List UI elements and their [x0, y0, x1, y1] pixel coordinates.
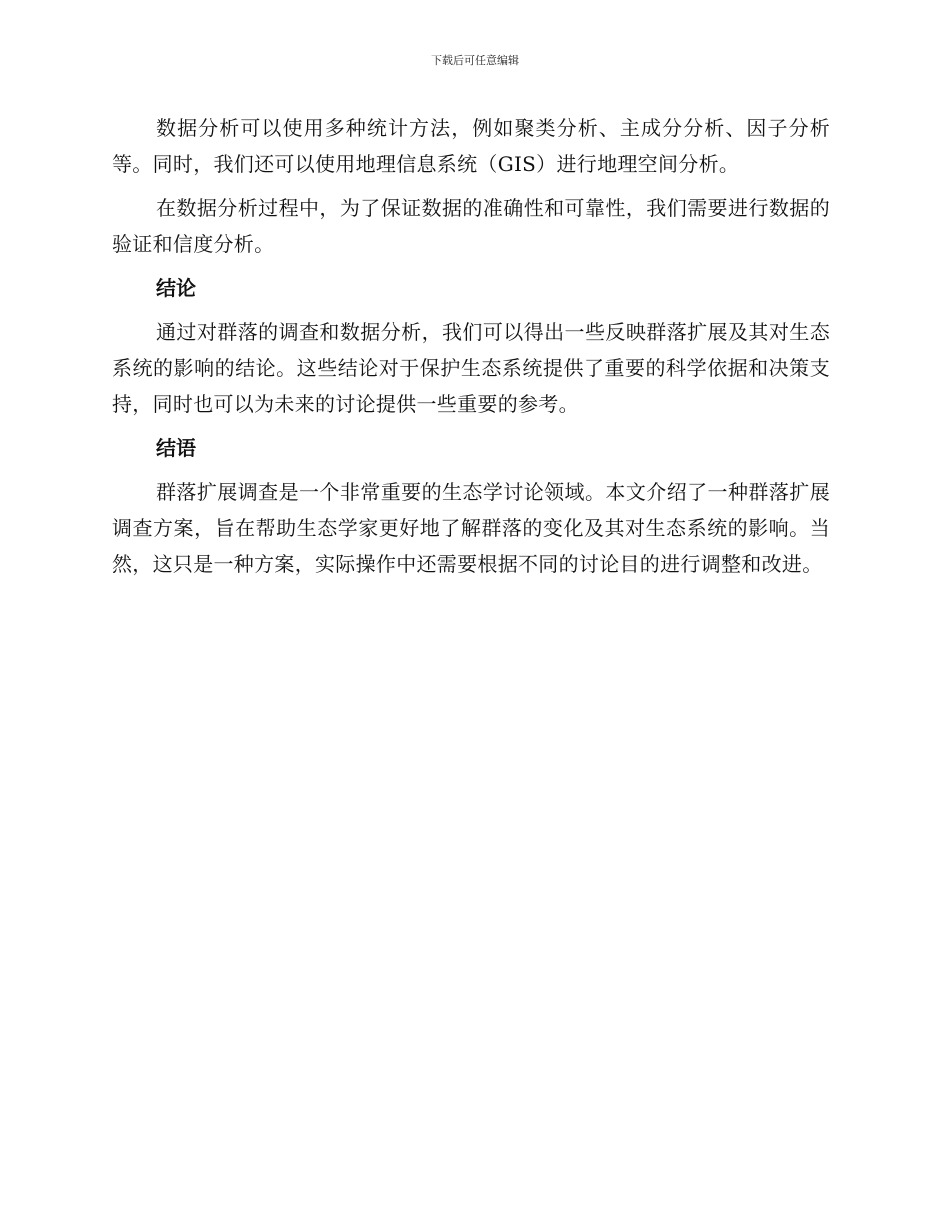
paragraph-data-analysis-methods: 数据分析可以使用多种统计方法，例如聚类分析、主成分分析、因子分析等。同时，我们还可以使用地理信息系统（GIS）进行地理空间分析。 — [112, 116, 830, 176]
document-body — [112, 110, 830, 582]
paragraph-conclusion: 通过对群落的调查和数据分析，我们可以得出一些反映群落扩展及其对生态系统的影响的结论。这些结论对于保护生态系统提供了重要的科学依据和决策支持，同时也可以为未来的讨论提供一些重要的参考。 — [112, 320, 830, 416]
paragraph-data-validation: 在数据分析过程中，为了保证数据的准确性和可靠性，我们需要进行数据的验证和信度分析。 — [112, 196, 830, 256]
paragraph-closing-remarks: 群落扩展调查是一个非常重要的生态学讨论领域。本文介绍了一种群落扩展调查方案，旨在帮助生态学家更好地了解群落的变化及其对生态系统的影响。当然，这只是一种方案，实际操作中还需要根据不同的讨论目的进行调整和改进。 — [112, 480, 830, 576]
page-header: 下载后可任意编辑 — [431, 54, 519, 67]
heading-conclusion: 结论 — [156, 276, 196, 300]
heading-closing-remarks: 结语 — [156, 436, 196, 460]
